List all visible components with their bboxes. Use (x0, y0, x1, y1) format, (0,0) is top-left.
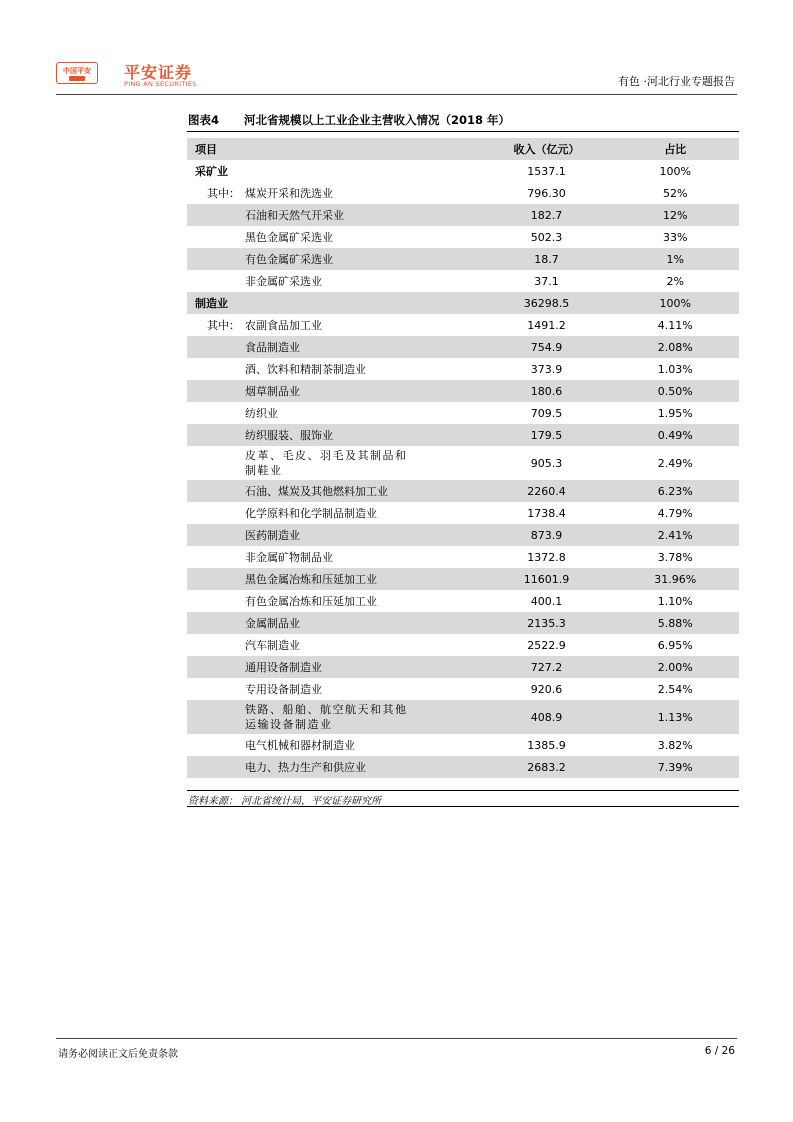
table-row (187, 612, 739, 634)
header-divider (56, 94, 737, 95)
table-row (187, 380, 739, 402)
row-item-cell (187, 314, 482, 336)
table-row (187, 480, 739, 502)
table-row (187, 756, 739, 778)
industry-label: 汽车制造业 (245, 638, 300, 652)
revenue-value: 2522.9 (527, 638, 566, 652)
revenue-value: 18.7 (482, 248, 612, 270)
share-value: 1.95% (657, 406, 693, 420)
share-value: 0.50% (611, 380, 739, 402)
row-item-cell (187, 446, 482, 480)
industry-label: 烟草制品业 (245, 384, 300, 398)
logo-company-name: 平安证券 (124, 63, 193, 82)
revenue-value: 36298.5 (482, 292, 612, 314)
share-value: 5.88% (611, 612, 739, 634)
table-row (187, 292, 739, 314)
revenue-value: 1385.9 (527, 738, 566, 752)
revenue-value: 796.30 (527, 186, 566, 200)
company-logo-badge (56, 62, 98, 84)
revenue-value: 920.6 (530, 682, 563, 696)
category-label: 采矿业 (195, 164, 228, 178)
industry-label: 电力、热力生产和供应业 (245, 760, 366, 774)
footer-disclaimer: 请务必阅读正文后免责条款 (58, 1049, 178, 1060)
share-value: 2.08% (611, 336, 739, 358)
share-value: 1.13% (611, 700, 739, 734)
table-row (187, 524, 739, 546)
share-value: 52% (662, 186, 688, 200)
row-item-cell (187, 358, 482, 380)
row-item-cell (187, 292, 482, 314)
share-value: 31.96% (611, 568, 739, 590)
row-item-cell (187, 380, 482, 402)
share-value: 100% (659, 164, 691, 178)
row-item-cell (187, 700, 482, 734)
share-value: 1% (611, 248, 739, 270)
share-value: 0.49% (611, 424, 739, 446)
row-item-cell (187, 182, 482, 204)
industry-label: 石油和天然气开采业 (245, 208, 344, 222)
row-item-cell (187, 160, 482, 182)
revenue-value: 727.2 (482, 656, 612, 678)
share-value: 4.11% (657, 318, 693, 332)
industry-label: 黑色金属矿采选业 (245, 230, 333, 244)
revenue-value: 905.3 (530, 456, 563, 470)
share-value: 7.39% (611, 756, 739, 778)
revenue-value: 2683.2 (482, 756, 612, 778)
category-label: 制造业 (195, 296, 228, 310)
revenue-table-body (187, 138, 739, 778)
table-top-rule (187, 131, 739, 132)
revenue-value: 1738.4 (527, 506, 566, 520)
table-row (187, 270, 739, 292)
column-header-item: 项目 (187, 138, 482, 160)
industry-label: 电气机械和器材制造业 (245, 738, 355, 752)
revenue-value: 502.3 (530, 230, 563, 244)
table-row (187, 546, 739, 568)
logo-company-subtitle: PING AN SECURITIES (124, 80, 197, 88)
industry-label: 化学原料和化学制品制造业 (245, 506, 377, 520)
row-item-cell (187, 248, 482, 270)
table-row (187, 656, 739, 678)
revenue-value: 1491.2 (527, 318, 566, 332)
table-row (187, 358, 739, 380)
table-row (187, 160, 739, 182)
row-prefix: 其中： (207, 318, 240, 332)
revenue-value: 11601.9 (482, 568, 612, 590)
logo-badge-bar (69, 76, 85, 81)
industry-label: 石油、煤炭及其他燃料加工业 (245, 484, 388, 498)
table-row (187, 182, 739, 204)
footer-divider (56, 1038, 737, 1039)
row-item-cell (187, 590, 482, 612)
share-value: 2.54% (657, 682, 693, 696)
page-number: 6 / 26 (704, 1045, 735, 1057)
table-row (187, 446, 739, 480)
share-value: 6.95% (657, 638, 693, 652)
row-item-cell (187, 424, 482, 446)
revenue-value: 709.5 (530, 406, 563, 420)
revenue-value: 408.9 (482, 700, 612, 734)
table-row (187, 336, 739, 358)
industry-label: 非金属矿物制品业 (245, 550, 333, 564)
revenue-value: 2260.4 (482, 480, 612, 502)
row-item-cell (187, 568, 482, 590)
revenue-value: 179.5 (482, 424, 612, 446)
source-rule (187, 806, 739, 807)
table-row (187, 314, 739, 336)
industry-label: 食品制造业 (245, 340, 300, 354)
share-value: 33% (662, 230, 688, 244)
table-row (187, 634, 739, 656)
table-row (187, 424, 739, 446)
column-header-revenue: 收入（亿元） (482, 138, 612, 160)
industry-label: 纺织服装、服饰业 (245, 428, 333, 442)
figure-title (188, 112, 510, 128)
row-item-cell (187, 524, 482, 546)
logo-badge-text: 中国平安 (63, 67, 91, 75)
table-row (187, 402, 739, 424)
row-item-cell (187, 546, 482, 568)
row-item-cell (187, 402, 482, 424)
table-row (187, 204, 739, 226)
table-row (187, 248, 739, 270)
figure-caption: 河北省规模以上工业企业主营收入情况（2018 年） (244, 113, 511, 127)
share-value: 2% (666, 274, 684, 288)
report-header-title: 有色 ·河北行业专题报告 (618, 75, 735, 88)
table-row (187, 590, 739, 612)
row-item-cell (187, 336, 482, 358)
revenue-value: 754.9 (482, 336, 612, 358)
industry-label: 黑色金属冶炼和压延加工业 (245, 572, 377, 586)
industry-label: 皮革、毛皮、羽毛及其制品和制鞋业 (245, 449, 408, 477)
industry-label: 纺织业 (245, 406, 278, 420)
share-value: 12% (611, 204, 739, 226)
table-row (187, 700, 739, 734)
table-row (187, 734, 739, 756)
row-item-cell (187, 734, 482, 756)
revenue-value: 180.6 (482, 380, 612, 402)
industry-label: 专用设备制造业 (245, 682, 322, 696)
share-value: 2.00% (611, 656, 739, 678)
share-value: 2.41% (611, 524, 739, 546)
row-prefix: 其中： (207, 186, 240, 200)
table-row (187, 678, 739, 700)
revenue-value: 873.9 (482, 524, 612, 546)
industry-label: 酒、饮料和精制茶制造业 (245, 362, 366, 376)
table-row (187, 502, 739, 524)
industry-label: 医药制造业 (245, 528, 300, 542)
industry-label: 有色金属冶炼和压延加工业 (245, 594, 377, 608)
industry-label: 煤炭开采和洗选业 (245, 187, 333, 201)
share-value: 3.82% (657, 738, 693, 752)
share-value: 6.23% (611, 480, 739, 502)
revenue-value: 400.1 (530, 594, 563, 608)
table-bottom-rule (187, 790, 739, 791)
industry-label: 有色金属矿采选业 (245, 252, 333, 266)
row-item-cell (187, 226, 482, 248)
row-item-cell (187, 634, 482, 656)
revenue-value: 1537.1 (527, 164, 566, 178)
table-row (187, 568, 739, 590)
table-header-row (187, 138, 739, 160)
revenue-value: 1372.8 (527, 550, 566, 564)
row-item-cell (187, 204, 482, 226)
figure-number: 图表4 (188, 113, 220, 127)
industry-label: 金属制品业 (245, 616, 300, 630)
revenue-value: 182.7 (482, 204, 612, 226)
share-value: 3.78% (657, 550, 693, 564)
share-value: 1.03% (657, 362, 693, 376)
row-item-cell (187, 656, 482, 678)
share-value: 2.49% (657, 456, 693, 470)
share-value: 4.79% (657, 506, 693, 520)
row-item-cell (187, 480, 482, 502)
share-value: 100% (611, 292, 739, 314)
row-item-cell (187, 678, 482, 700)
row-item-cell (187, 756, 482, 778)
revenue-value: 2135.3 (482, 612, 612, 634)
table-row (187, 226, 739, 248)
row-item-cell (187, 502, 482, 524)
source-note: 资料来源： 河北省统计局，平安证券研究所 (188, 796, 382, 807)
industry-label: 铁路、船舶、航空航天和其他运输设备制造业 (245, 703, 408, 731)
revenue-value: 37.1 (534, 274, 559, 288)
share-value: 1.10% (657, 594, 693, 608)
row-item-cell (187, 270, 482, 292)
row-item-cell (187, 612, 482, 634)
column-header-share: 占比 (611, 138, 739, 160)
industry-label: 非金属矿采选业 (245, 274, 322, 288)
industry-label: 通用设备制造业 (245, 660, 322, 674)
industry-label: 农副食品加工业 (245, 319, 322, 333)
revenue-value: 373.9 (530, 362, 563, 376)
revenue-table (187, 138, 739, 778)
